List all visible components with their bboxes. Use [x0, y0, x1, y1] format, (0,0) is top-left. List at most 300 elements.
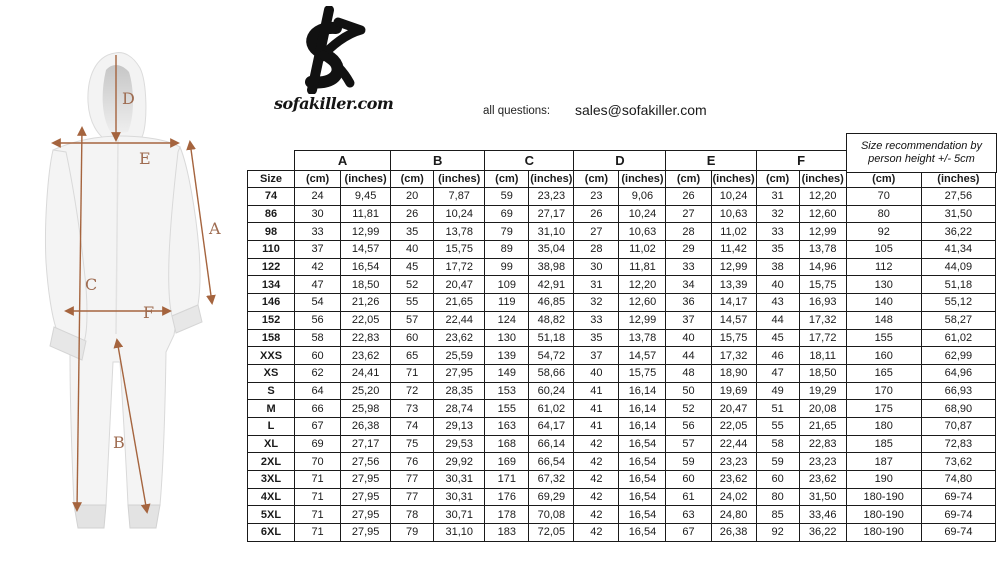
value-cell: 149: [485, 364, 529, 382]
value-cell: 33,46: [799, 506, 846, 524]
value-cell: 30,71: [434, 506, 485, 524]
value-cell: 24,41: [341, 364, 391, 382]
value-cell: 14,96: [799, 258, 846, 276]
value-cell: 64: [295, 382, 341, 400]
contact-email[interactable]: sales@sofakiller.com: [575, 102, 707, 118]
table-row: [248, 417, 996, 435]
value-cell: 49: [756, 382, 799, 400]
value-cell: 10,63: [619, 223, 666, 241]
value-cell: 26: [574, 205, 619, 223]
value-cell: 28: [666, 223, 711, 241]
value-cell: 71: [295, 524, 341, 542]
size-cell: L: [248, 417, 295, 435]
value-cell: 58: [756, 435, 799, 453]
value-cell: 11,02: [711, 223, 756, 241]
value-cell: 67: [295, 417, 341, 435]
value-cell: 105: [846, 241, 921, 259]
value-cell: 13,78: [799, 241, 846, 259]
value-cell: 29,92: [434, 453, 485, 471]
value-cell: 7,87: [434, 188, 485, 206]
recommendation-header-line2: person height +/- 5cm: [868, 153, 975, 165]
value-cell: 27,95: [341, 488, 391, 506]
table-row: [248, 241, 996, 259]
value-cell: 29: [666, 241, 711, 259]
value-cell: 76: [391, 453, 434, 471]
value-cell: 12,99: [619, 311, 666, 329]
value-cell: 19,29: [799, 382, 846, 400]
value-cell: 55: [391, 294, 434, 312]
value-cell: 92: [756, 524, 799, 542]
value-cell: 69: [485, 205, 529, 223]
value-cell: 13,39: [711, 276, 756, 294]
value-cell: 57: [391, 311, 434, 329]
value-cell: 16,54: [619, 506, 666, 524]
value-cell: 42: [574, 453, 619, 471]
value-cell: 68,90: [921, 400, 995, 418]
value-cell: 74,80: [921, 471, 995, 489]
value-cell: 23,62: [799, 471, 846, 489]
value-cell: 69-74: [921, 488, 995, 506]
value-cell: 29,53: [434, 435, 485, 453]
onesie-illustration: [0, 0, 250, 584]
value-cell: 15,75: [434, 241, 485, 259]
value-cell: 52: [391, 276, 434, 294]
size-cell: 2XL: [248, 453, 295, 471]
table-row: [248, 294, 996, 312]
value-cell: 64,96: [921, 364, 995, 382]
value-cell: 31: [574, 276, 619, 294]
value-cell: 10,24: [711, 188, 756, 206]
measure-label-b: B: [113, 433, 125, 452]
value-cell: 34: [666, 276, 711, 294]
value-cell: 35: [391, 223, 434, 241]
value-cell: 21,65: [799, 417, 846, 435]
value-cell: 180-190: [846, 524, 921, 542]
value-cell: 85: [756, 506, 799, 524]
value-cell: 15,75: [799, 276, 846, 294]
table-row: [248, 329, 996, 347]
value-cell: 140: [846, 294, 921, 312]
value-cell: 187: [846, 453, 921, 471]
value-cell: 77: [391, 471, 434, 489]
value-cell: 18,50: [799, 364, 846, 382]
value-cell: 44,09: [921, 258, 995, 276]
value-cell: 54: [295, 294, 341, 312]
value-cell: 66: [295, 400, 341, 418]
value-cell: 58: [295, 329, 341, 347]
value-cell: 37: [574, 347, 619, 365]
value-cell: 27,95: [341, 471, 391, 489]
value-cell: 18,90: [711, 364, 756, 382]
value-cell: 38,98: [529, 258, 574, 276]
value-cell: 28,35: [434, 382, 485, 400]
value-cell: 89: [485, 241, 529, 259]
value-cell: 42: [574, 524, 619, 542]
value-cell: 32: [574, 294, 619, 312]
value-cell: 12,20: [799, 188, 846, 206]
value-cell: 66,54: [529, 453, 574, 471]
value-cell: 69: [295, 435, 341, 453]
value-cell: 22,83: [341, 329, 391, 347]
value-cell: 38: [756, 258, 799, 276]
value-cell: 23,62: [434, 329, 485, 347]
sk-logo-icon: [278, 6, 378, 94]
value-cell: 70,08: [529, 506, 574, 524]
col-group-e: E: [666, 151, 756, 171]
value-cell: 48: [666, 364, 711, 382]
value-cell: 33: [666, 258, 711, 276]
value-cell: 10,24: [619, 205, 666, 223]
value-cell: 57: [666, 435, 711, 453]
value-cell: 9,45: [341, 188, 391, 206]
value-cell: 55,12: [921, 294, 995, 312]
value-cell: 35: [756, 241, 799, 259]
value-cell: 26,38: [711, 524, 756, 542]
value-cell: 46: [756, 347, 799, 365]
value-cell: 18,11: [799, 347, 846, 365]
value-cell: 29,13: [434, 417, 485, 435]
value-cell: 16,54: [619, 435, 666, 453]
value-cell: 42: [574, 471, 619, 489]
table-row: [248, 524, 996, 542]
value-cell: 19,69: [711, 382, 756, 400]
value-cell: 72,05: [529, 524, 574, 542]
value-cell: 12,60: [799, 205, 846, 223]
value-cell: 61,02: [921, 329, 995, 347]
value-cell: 171: [485, 471, 529, 489]
value-cell: 65: [391, 347, 434, 365]
value-cell: 71: [391, 364, 434, 382]
value-cell: 62: [295, 364, 341, 382]
recommendation-header-line1: Size recommendation by: [860, 140, 983, 152]
value-cell: 24: [295, 188, 341, 206]
value-cell: 12,99: [711, 258, 756, 276]
value-cell: 31,10: [434, 524, 485, 542]
unit-header-inches: (inches): [341, 171, 391, 188]
value-cell: 13,78: [434, 223, 485, 241]
value-cell: 77: [391, 488, 434, 506]
measure-label-a: A: [209, 219, 221, 238]
value-cell: 22,05: [341, 311, 391, 329]
table-row: [248, 188, 996, 206]
value-cell: 56: [666, 417, 711, 435]
size-table-body: [248, 188, 996, 542]
value-cell: 63: [666, 506, 711, 524]
value-cell: 42: [574, 506, 619, 524]
value-cell: 16,14: [619, 417, 666, 435]
onesie-silhouette: [45, 53, 202, 528]
col-group-b: B: [391, 151, 485, 171]
value-cell: 33: [295, 223, 341, 241]
value-cell: 37: [295, 241, 341, 259]
measure-label-f: F: [143, 303, 155, 322]
value-cell: 31: [756, 188, 799, 206]
value-cell: 56: [295, 311, 341, 329]
value-cell: 27,56: [341, 453, 391, 471]
table-row: [248, 258, 996, 276]
value-cell: 37: [666, 311, 711, 329]
value-cell: 27,95: [341, 506, 391, 524]
value-cell: 54,72: [529, 347, 574, 365]
value-cell: 69-74: [921, 524, 995, 542]
value-cell: 42: [574, 488, 619, 506]
value-cell: 130: [485, 329, 529, 347]
value-cell: 183: [485, 524, 529, 542]
value-cell: 185: [846, 435, 921, 453]
value-cell: 30: [574, 258, 619, 276]
measure-label-e: E: [139, 149, 151, 168]
value-cell: 42,91: [529, 276, 574, 294]
col-group-a: A: [295, 151, 391, 171]
value-cell: 10,24: [434, 205, 485, 223]
value-cell: 41: [574, 382, 619, 400]
value-cell: 148: [846, 311, 921, 329]
value-cell: 40: [666, 329, 711, 347]
value-cell: 17,72: [799, 329, 846, 347]
recommendation-header: [846, 133, 997, 173]
size-cell: 146: [248, 294, 295, 312]
value-cell: 69-74: [921, 506, 995, 524]
size-cell: 98: [248, 223, 295, 241]
value-cell: 20,47: [434, 276, 485, 294]
value-cell: 42: [295, 258, 341, 276]
col-group-c: C: [485, 151, 574, 171]
value-cell: 16,14: [619, 382, 666, 400]
value-cell: 40: [391, 241, 434, 259]
value-cell: 20,08: [799, 400, 846, 418]
size-cell: M: [248, 400, 295, 418]
value-cell: 23,23: [711, 453, 756, 471]
value-cell: 12,60: [619, 294, 666, 312]
value-cell: 119: [485, 294, 529, 312]
value-cell: 17,72: [434, 258, 485, 276]
unit-header-inches: (inches): [529, 171, 574, 188]
value-cell: 23,23: [529, 188, 574, 206]
value-cell: 155: [485, 400, 529, 418]
value-cell: 71: [295, 471, 341, 489]
value-cell: 153: [485, 382, 529, 400]
value-cell: 44: [666, 347, 711, 365]
value-cell: 22,05: [711, 417, 756, 435]
size-cell: 86: [248, 205, 295, 223]
value-cell: 59: [485, 188, 529, 206]
table-row: [248, 364, 996, 382]
value-cell: 16,93: [799, 294, 846, 312]
size-cell: 74: [248, 188, 295, 206]
value-cell: 180-190: [846, 488, 921, 506]
value-cell: 33: [756, 223, 799, 241]
value-cell: 71: [295, 488, 341, 506]
value-cell: 27,56: [921, 188, 995, 206]
value-cell: 130: [846, 276, 921, 294]
value-cell: 14,17: [711, 294, 756, 312]
value-cell: 23: [574, 188, 619, 206]
value-cell: 69,29: [529, 488, 574, 506]
contact-label: all questions:: [483, 105, 551, 117]
value-cell: 75: [391, 435, 434, 453]
table-row: [248, 488, 996, 506]
value-cell: 74: [391, 417, 434, 435]
value-cell: 16,54: [619, 453, 666, 471]
value-cell: 60: [666, 471, 711, 489]
value-cell: 27: [666, 205, 711, 223]
value-cell: 66,14: [529, 435, 574, 453]
value-cell: 22,83: [799, 435, 846, 453]
value-cell: 55: [756, 417, 799, 435]
value-cell: 66,93: [921, 382, 995, 400]
col-group-d: D: [574, 151, 666, 171]
value-cell: 27,95: [341, 524, 391, 542]
value-cell: 165: [846, 364, 921, 382]
value-cell: 43: [756, 294, 799, 312]
product-diagram: [0, 0, 250, 584]
value-cell: 36,22: [921, 223, 995, 241]
size-cell: 122: [248, 258, 295, 276]
value-cell: 27,17: [529, 205, 574, 223]
value-cell: 15,75: [619, 364, 666, 382]
table-row: [248, 453, 996, 471]
value-cell: 44: [756, 311, 799, 329]
value-cell: 26: [666, 188, 711, 206]
value-cell: 70: [846, 188, 921, 206]
size-cell: XL: [248, 435, 295, 453]
value-cell: 61: [666, 488, 711, 506]
value-cell: 80: [756, 488, 799, 506]
size-table: [247, 150, 996, 542]
value-cell: 47: [295, 276, 341, 294]
size-cell: S: [248, 382, 295, 400]
value-cell: 25,20: [341, 382, 391, 400]
value-cell: 22,44: [434, 311, 485, 329]
value-cell: 28,74: [434, 400, 485, 418]
unit-header-row: [248, 171, 996, 188]
value-cell: 41,34: [921, 241, 995, 259]
value-cell: 31,10: [529, 223, 574, 241]
size-column-header: Size: [248, 171, 295, 188]
value-cell: 20,47: [711, 400, 756, 418]
value-cell: 51: [756, 400, 799, 418]
size-cell: XS: [248, 364, 295, 382]
table-row: [248, 471, 996, 489]
value-cell: 36,22: [799, 524, 846, 542]
value-cell: 79: [391, 524, 434, 542]
value-cell: 99: [485, 258, 529, 276]
value-cell: 14,57: [619, 347, 666, 365]
size-cell: 5XL: [248, 506, 295, 524]
value-cell: 42: [574, 435, 619, 453]
value-cell: 25,59: [434, 347, 485, 365]
table-row: [248, 276, 996, 294]
table-row: [248, 205, 996, 223]
value-cell: 30,31: [434, 471, 485, 489]
value-cell: 26: [391, 205, 434, 223]
value-cell: 92: [846, 223, 921, 241]
value-cell: 139: [485, 347, 529, 365]
table-row: [248, 311, 996, 329]
value-cell: 60: [756, 471, 799, 489]
table-row: [248, 506, 996, 524]
value-cell: 11,42: [711, 241, 756, 259]
measure-label-c: C: [85, 275, 98, 294]
value-cell: 58,27: [921, 311, 995, 329]
value-cell: 22,44: [711, 435, 756, 453]
value-cell: 10,63: [711, 205, 756, 223]
value-cell: 24,80: [711, 506, 756, 524]
value-cell: 58,66: [529, 364, 574, 382]
value-cell: 163: [485, 417, 529, 435]
value-cell: 20: [391, 188, 434, 206]
unit-header-cm: (cm): [391, 171, 434, 188]
size-cell: 158: [248, 329, 295, 347]
value-cell: 168: [485, 435, 529, 453]
value-cell: 59: [756, 453, 799, 471]
value-cell: 155: [846, 329, 921, 347]
value-cell: 40: [756, 276, 799, 294]
value-cell: 72: [391, 382, 434, 400]
value-cell: 12,20: [619, 276, 666, 294]
value-cell: 170: [846, 382, 921, 400]
value-cell: 30,31: [434, 488, 485, 506]
size-cell: 6XL: [248, 524, 295, 542]
size-cell: 152: [248, 311, 295, 329]
value-cell: 41: [574, 400, 619, 418]
unit-header-inches: (inches): [619, 171, 666, 188]
unit-header-inches: (inches): [799, 171, 846, 188]
value-cell: 21,65: [434, 294, 485, 312]
unit-header-cm: (cm): [574, 171, 619, 188]
table-row: [248, 223, 996, 241]
value-cell: 72,83: [921, 435, 995, 453]
size-table-wrap: [247, 140, 996, 542]
brand-website: sofakiller.com: [274, 94, 394, 113]
unit-header-cm: (cm): [756, 171, 799, 188]
value-cell: 67: [666, 524, 711, 542]
value-cell: 52: [666, 400, 711, 418]
value-cell: 67,32: [529, 471, 574, 489]
value-cell: 178: [485, 506, 529, 524]
value-cell: 21,26: [341, 294, 391, 312]
value-cell: 124: [485, 311, 529, 329]
value-cell: 175: [846, 400, 921, 418]
size-cell: XXS: [248, 347, 295, 365]
value-cell: 31,50: [799, 488, 846, 506]
value-cell: 27: [574, 223, 619, 241]
value-cell: 50: [666, 382, 711, 400]
size-cell: 134: [248, 276, 295, 294]
value-cell: 14,57: [711, 311, 756, 329]
value-cell: 12,99: [341, 223, 391, 241]
value-cell: 51,18: [921, 276, 995, 294]
value-cell: 60: [391, 329, 434, 347]
size-cell: 3XL: [248, 471, 295, 489]
value-cell: 48,82: [529, 311, 574, 329]
value-cell: 23,62: [711, 471, 756, 489]
value-cell: 45: [391, 258, 434, 276]
value-cell: 47: [756, 364, 799, 382]
value-cell: 71: [295, 506, 341, 524]
value-cell: 16,14: [619, 400, 666, 418]
value-cell: 169: [485, 453, 529, 471]
value-cell: 160: [846, 347, 921, 365]
value-cell: 28: [574, 241, 619, 259]
value-cell: 70: [295, 453, 341, 471]
value-cell: 64,17: [529, 417, 574, 435]
value-cell: 16,54: [619, 471, 666, 489]
value-cell: 112: [846, 258, 921, 276]
unit-header-cm: (cm): [485, 171, 529, 188]
value-cell: 11,81: [619, 258, 666, 276]
value-cell: 17,32: [711, 347, 756, 365]
